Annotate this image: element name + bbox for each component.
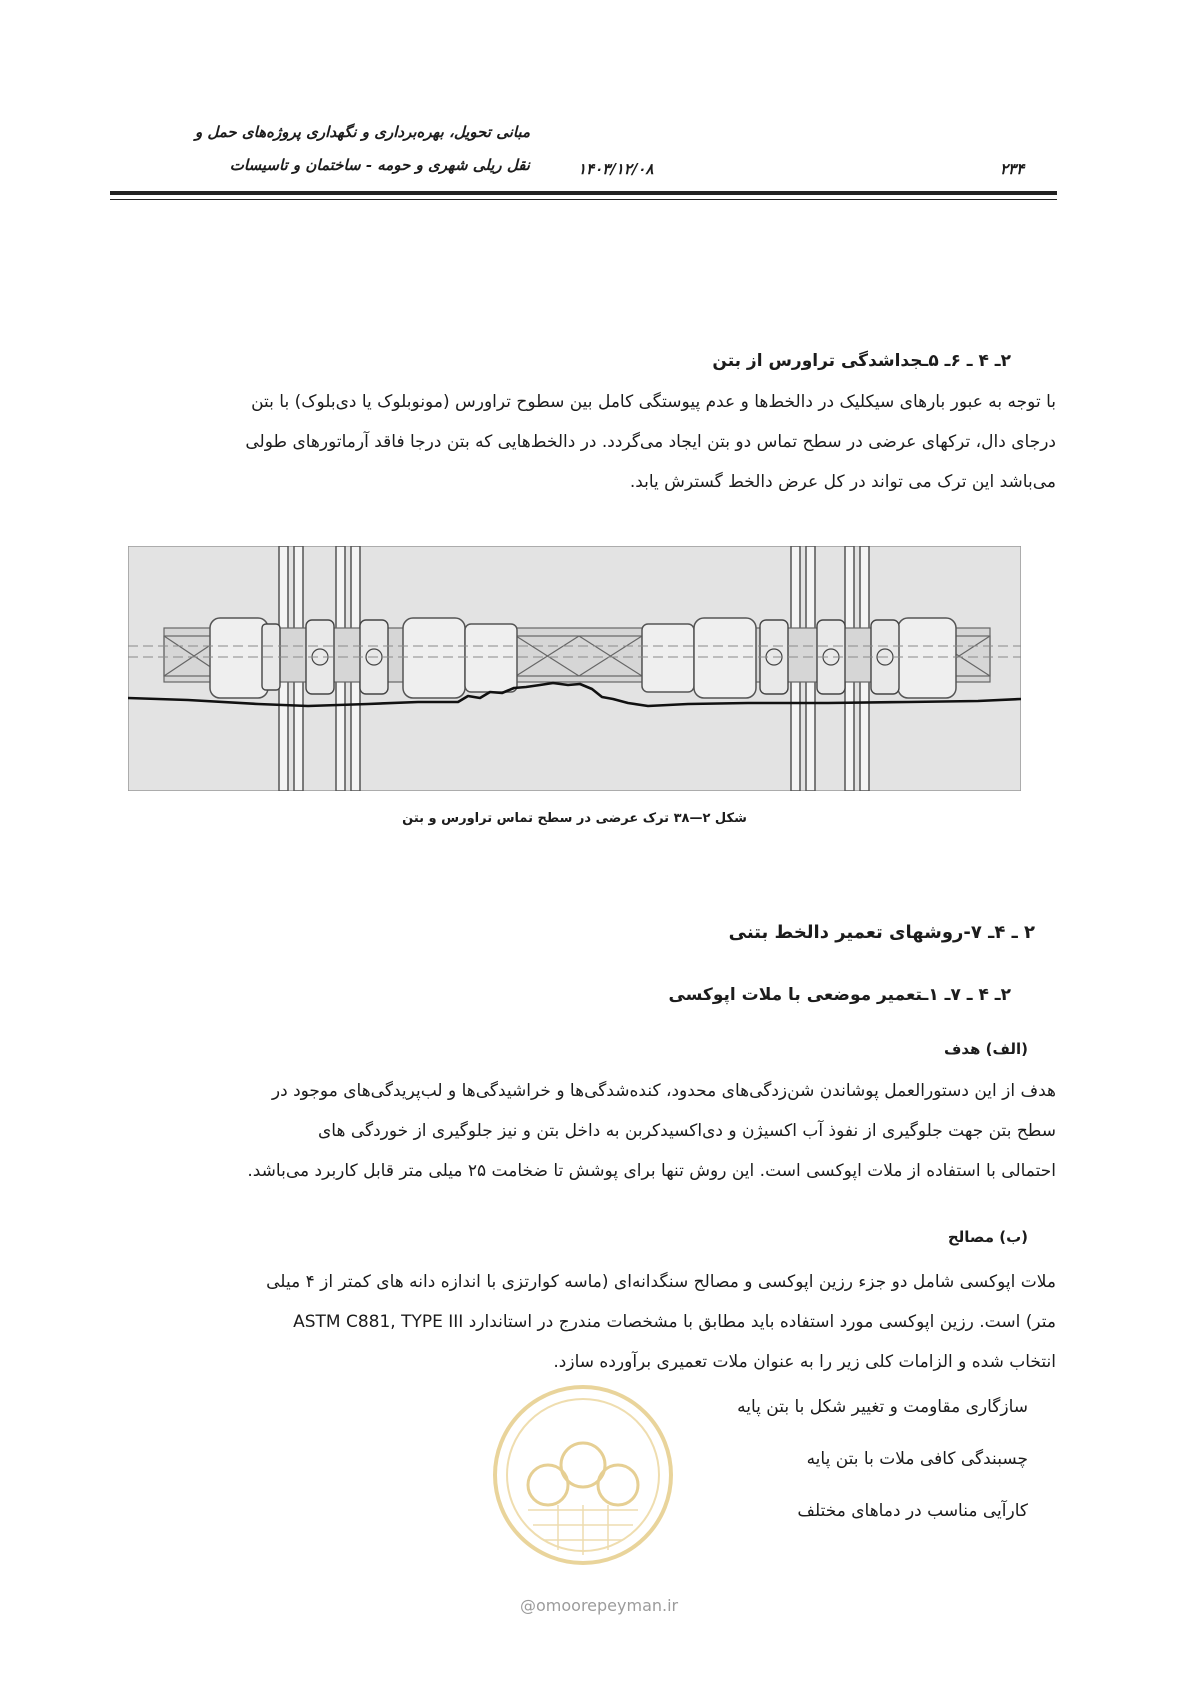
header-rule-thick <box>110 191 1057 195</box>
header-rule-thin <box>110 199 1057 200</box>
goal-line3: احتمالی با استفاده از ملات اپوکسی است. این روش تنها برای پوشش تا ضخامت ۲۵ میلی متر قابل کاربرد می‌باشد. <box>247 1161 1056 1181</box>
subheading-materials: (ب) مصالح <box>947 1228 1028 1246</box>
figure-sleeper-crack-drawing <box>128 546 1021 791</box>
watermark-url-text: omoorepeyman.ir <box>536 1596 679 1615</box>
header-title-line1: مبانی تحویل، بهره‌برداری و نگهداری پروژه‌های حمل و <box>194 123 530 141</box>
section1-paragraph <box>112 382 1056 502</box>
requirement-item: سازگاری مقاومت و تغییر شکل با بتن پایه <box>737 1397 1028 1417</box>
section-heading-sleeper-separation: ۲ـ ۴ ـ ۶ـ ۵ـجداشدگی تراورس از بتن <box>712 351 1011 371</box>
materials-paragraph <box>112 1262 1056 1382</box>
page-number: ۲۳۴ <box>1000 160 1025 178</box>
requirement-item: چسبندگی کافی ملات با بتن پایه <box>806 1449 1028 1469</box>
materials-line2: متر) است. رزین اپوکسی مورد استفاده باید مطابق با مشخصات مندرج در استاندارد ASTM C881, TYPE III <box>293 1312 1056 1332</box>
goal-paragraph <box>112 1071 1056 1191</box>
goal-line1: هدف از این دستورالعمل پوشاندن شن‌زدگی‌های محدود، کنده‌شدگی‌ها و خراشیدگی‌ها و لب‌پریدگی‌های موجود در <box>271 1081 1056 1101</box>
section1-line2: درجای دال، ترکهای عرضی در سطح تماس دو بتن ایجاد می‌گردد. در دالخط‌هایی که بتن درجا فاقد آرماتورهای طولی <box>245 432 1056 452</box>
materials-line1: ملات اپوکسی شامل دو جزء رزین اپوکسی و مصالح سنگدانه‌ای (ماسه کوارتزی با اندازه دانه های کمتر از ۴ میلی <box>266 1272 1056 1292</box>
section-heading-repair-methods: ۲ ـ ۴ـ ۷-روشهای تعمیر دالخط بتنی <box>728 922 1035 943</box>
materials-line3: انتخاب شده و الزامات کلی زیر را به عنوان ملات تعمیری برآورده سازد. <box>553 1352 1056 1372</box>
requirement-item: کارآیی مناسب در دماهای مختلف <box>797 1501 1028 1521</box>
watermark-seal-logo <box>488 1380 678 1570</box>
header-title-line2: نقل ریلی شهری و حومه - ساختمان و تاسیسات <box>229 156 530 174</box>
section1-line3: می‌باشد این ترک می تواند در کل عرض دالخط گسترش یابد. <box>629 472 1056 492</box>
subheading-goal: (الف) هدف <box>943 1040 1028 1058</box>
at-icon: @ <box>520 1596 536 1615</box>
section-heading-epoxy-repair: ۲ـ ۴ ـ ۷ـ ۱ـتعمیر موضعی با ملات اپوکسی <box>668 985 1011 1005</box>
watermark-url <box>520 1596 678 1615</box>
header-date: ۱۴۰۳/۱۲/۰۸ <box>578 160 654 178</box>
goal-line2: سطح بتن جهت جلوگیری از نفوذ آب اکسیژن و دی‌اکسیدکربن به داخل بتن و نیز جلوگیری از خوردگی های <box>317 1121 1056 1141</box>
figure-caption: شکل ۲—۳۸ ترک عرضی در سطح تماس تراورس و بتن <box>402 811 747 826</box>
section1-line1: با توجه به عبور بارهای سیکلیک در دالخط‌ها و عدم پیوستگی کامل بین سطوح تراورس (مونوبلوک یا دی‌بلوک) با بتن <box>251 392 1056 412</box>
